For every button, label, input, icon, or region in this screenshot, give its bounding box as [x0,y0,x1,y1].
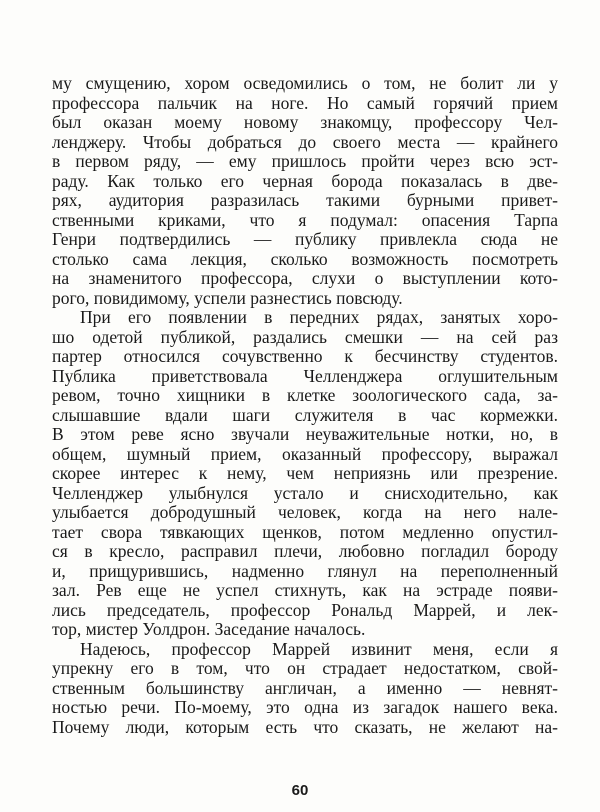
text-line: шо одетой публикой, раздались смешки — на сей раз [52,326,558,347]
paragraph [52,308,558,640]
text-line: общем, шумный прием, оказанный профессору, выражал [52,443,558,464]
text-line: ственными криками, что я подумал: опасения Тарпа [52,209,558,230]
body-text [52,74,558,737]
text-line: Генри подтвердились — публику привлекла сюда не [52,229,558,249]
paragraph [52,74,558,308]
text-line: был оказан моему новому знакомцу, профессору Чел- [52,112,558,132]
text-line: и, прищурившись, надменно глянул на переполненный [52,560,558,581]
text-line: скорее интерес к нему, чем неприязнь или презрение. [52,463,558,483]
text-line: рого, повидимому, успели разнестись повсюду. [52,287,403,308]
text-line: ностью речи. По-моему, это одна из загадок нашего века. [52,697,558,717]
text-line: ленджеру. Чтобы добраться до своего места — крайнего [52,131,558,152]
text-line: му смущению, хором осведомились о том, не болит ли у [52,73,558,93]
text-line: на знаменитого профессора, слухи о выступлении кото- [52,268,558,288]
text-line: партер относился сочувственно к бесчинству студентов. [52,346,558,366]
text-line: Челленджер улыбнулся устало и снисходительно, как [52,482,558,503]
text-line: слышавшие вдали шаги служителя в час кормежки. [52,404,558,425]
paragraph [52,640,558,738]
text-line: ственным большинству англичан, а именно — невнят- [52,677,558,698]
text-line: в первом ряду, — ему пришлось пройти через всю эст- [52,151,558,171]
text-line: Надеюсь, профессор Маррей извинит меня, если я [80,638,558,659]
text-line: В этом реве ясно звучали неуважительные нотки, но, в [52,424,558,444]
text-line: упрекну его в том, что он страдает недостатком, свой- [52,658,558,678]
text-line: При его появлении в передних рядах, занятых хоро- [80,307,558,327]
text-line: ревом, точно хищники в клетке зоологического сада, за- [52,385,558,405]
text-line: столько сама лекция, сколько возможность посмотреть [52,248,558,269]
text-line: Публика приветствовала Челленджера оглушительным [52,365,558,386]
text-line: Почему люди, которым есть что сказать, не желают на- [52,716,558,737]
text-line: лись председатель, профессор Рональд Маррей, и лек- [52,599,558,620]
page-number: 60 [291,782,309,799]
text-line: зал. Рев еще не успел стихнуть, как на эстраде появи- [52,580,558,600]
text-line: ся в кресло, расправил плечи, любовно погладил бороду [52,541,558,561]
text-line: тает свора тявкающих щенков, потом медленно опустил- [52,521,558,542]
text-line: раду. Как только его черная борода показалась в две- [52,170,558,191]
text-line: улыбается добродушный человек, когда на него нале- [52,502,558,522]
text-line: рях, аудитория разразилась такими бурными привет- [52,190,558,210]
text-line: профессора пальчик на ноге. Но самый горячий прием [52,92,558,113]
text-line: тор, мистер Уолдрон. Заседание началось. [52,619,366,639]
